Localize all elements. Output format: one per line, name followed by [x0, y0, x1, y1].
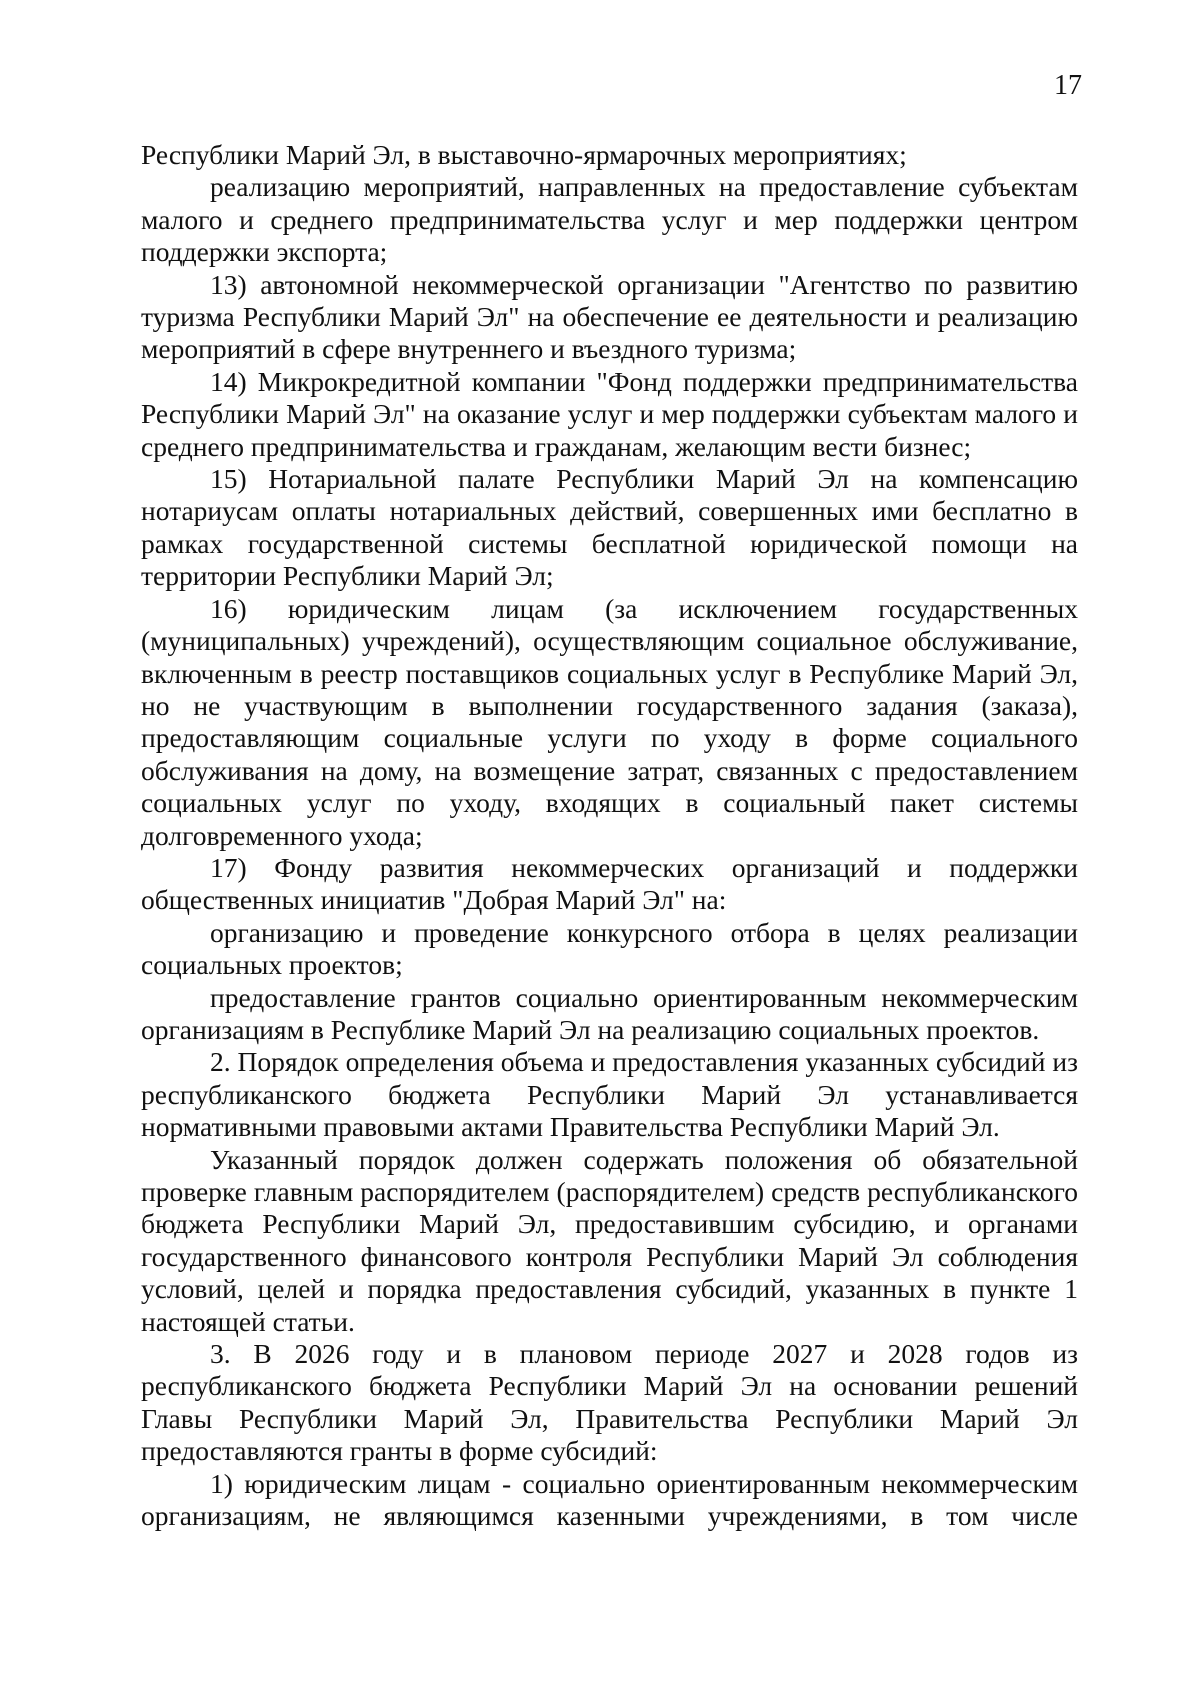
paragraph: реализацию мероприятий, направленных на предоставление субъектам малого и среднего предпринимательства услуг и мер поддержки центром поддержки экспорта; — [141, 171, 1078, 268]
paragraph: организацию и проведение конкурсного отбора в целях реализации социальных проектов; — [141, 916, 1078, 981]
page-number: 17 — [1054, 70, 1082, 101]
paragraph: Республики Марий Эл, в выставочно-ярмарочных мероприятиях; — [141, 139, 907, 170]
paragraph: 1) юридическим лицам - социально ориентированным некоммерческим организациям, не являющимся казенными учреждениями, в том числе — [141, 1467, 1078, 1532]
paragraph: 16) юридическим лицам (за исключением государственных (муниципальных) учреждений), осуществляющим социальное обслуживание, включенным в реестр поставщиков социальных услуг в Республике Марий Эл, но не участвующим в выполнении государственного задания (заказа), предоставляющим социальные услуги по уходу в форме социального обслуживания на дому, на возмещение затрат, связанных с предоставлением социальных услуг по уходу, входящих в социальный пакет системы долговременного ухода; — [141, 592, 1078, 851]
paragraph: Указанный порядок должен содержать положения об обязательной проверке главным распорядителем (распорядителем) средств республиканского бюджета Республики Марий Эл, предоставившим субсидию, и органами государственного финансового контроля Республики Марий Эл соблюдения условий, целей и порядка предоставления субсидий, указанных в пункте 1 настоящей статьи. — [141, 1143, 1078, 1337]
paragraph: 15) Нотариальной палате Республики Марий Эл на компенсацию нотариусам оплаты нотариальных действий, совершенных ими бесплатно в рамках государственной системы бесплатной юридической помощи на территории Республики Марий Эл; — [141, 463, 1078, 592]
paragraph: 3. В 2026 году и в плановом периоде 2027 и 2028 годов из республиканского бюджета Республики Марий Эл на основании решений Главы Республики Марий Эл, Правительства Республики Марий Эл предоставляются гранты в форме субсидий: — [141, 1338, 1078, 1467]
paragraph: 2. Порядок определения объема и предоставления указанных субсидий из республиканского бюджета Республики Марий Эл устанавливается нормативными правовыми актами Правительства Республики Марий Эл. — [141, 1046, 1078, 1143]
paragraph: предоставление грантов социально ориентированным некоммерческим организациям в Республике Марий Эл на реализацию социальных проектов. — [141, 981, 1078, 1045]
document-body — [141, 139, 1078, 1532]
paragraph: 13) автономной некоммерческой организации "Агентство по развитию туризма Республики Марий Эл" на обеспечение ее деятельности и реализацию мероприятий в сфере внутреннего и въездного туризма; — [141, 268, 1078, 365]
paragraph: 14) Микрокредитной компании "Фонд поддержки предпринимательства Республики Марий Эл" на оказание услуг и мер поддержки субъектам малого и среднего предпринимательства и гражданам, желающим вести бизнес; — [141, 365, 1078, 462]
paragraph: 17) Фонду развития некоммерческих организаций и поддержки общественных инициатив "Добрая Марий Эл" на: — [141, 851, 1078, 916]
